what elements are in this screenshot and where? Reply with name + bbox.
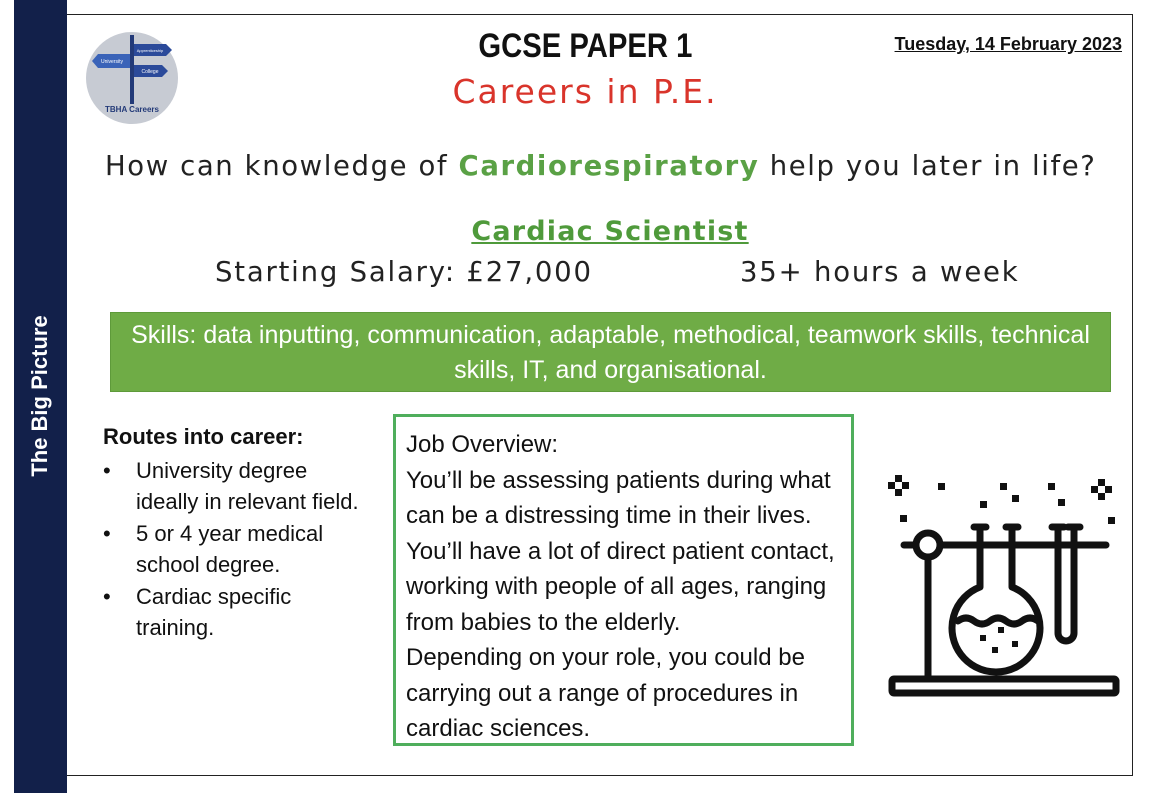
question-highlight: Cardiorespiratory bbox=[458, 150, 760, 182]
skills-line-2: skills, IT, and organisational. bbox=[454, 356, 767, 384]
route-line: • Cardiac specific bbox=[136, 584, 292, 609]
signpost-icon bbox=[86, 32, 178, 124]
job-overview-line: working with people of all ages, ranging bbox=[406, 573, 827, 600]
question-text-after: help you later in life? bbox=[759, 150, 1097, 182]
skills-banner bbox=[110, 312, 1111, 392]
side-bar-label: The Big Picture bbox=[27, 315, 52, 477]
logo-sign-college: College bbox=[141, 69, 159, 75]
logo-sign-university: University bbox=[101, 59, 123, 65]
routes-list bbox=[103, 455, 383, 644]
list-item bbox=[103, 455, 383, 517]
question-text-before: How can knowledge of bbox=[105, 150, 459, 182]
date-label: Tuesday, 14 February 2023 bbox=[894, 34, 1122, 54]
question-heading bbox=[105, 150, 1097, 182]
job-overview-line: carrying out a range of procedures in bbox=[406, 679, 799, 707]
page-title-text: GCSE PAPER 1 bbox=[478, 27, 692, 65]
route-line: • University degree bbox=[136, 458, 308, 483]
working-hours: 35+ hours a week bbox=[740, 256, 1020, 288]
page-title bbox=[380, 27, 790, 66]
logo-sign-apprenticeship: Apprenticeship bbox=[136, 48, 164, 53]
job-overview-box bbox=[393, 414, 854, 746]
list-item bbox=[103, 581, 383, 643]
job-overview-line: from babies to the elderly. bbox=[406, 608, 681, 636]
route-line: • 5 or 4 year medical bbox=[136, 521, 324, 546]
job-overview-line: cardiac sciences. bbox=[406, 715, 591, 742]
job-overview-heading: Job Overview: bbox=[406, 431, 559, 458]
routes-heading: Routes into career: bbox=[103, 424, 304, 449]
starting-salary: Starting Salary: £27,000 bbox=[215, 256, 593, 288]
career-title: Cardiac Scientist bbox=[471, 216, 749, 247]
route-line: ideally in relevant field. bbox=[136, 489, 359, 514]
job-overview-line: You’ll have a lot of direct patient contact, bbox=[406, 537, 835, 565]
job-overview-line: You’ll be assessing patients during what bbox=[406, 466, 831, 494]
logo-caption: TBHA Careers bbox=[105, 105, 159, 114]
lab-flask-icon bbox=[880, 465, 1130, 710]
route-line: school degree. bbox=[136, 552, 281, 577]
skills-line-1: Skills: data inputting, communication, adaptable, methodical, teamwork skills, technical bbox=[131, 321, 1090, 349]
page-subtitle: Careers in P.E. bbox=[452, 72, 718, 111]
list-item bbox=[103, 518, 383, 580]
job-overview-line: can be a distressing time in their lives. bbox=[406, 502, 812, 529]
job-overview-line: Depending on your role, you could be bbox=[406, 644, 805, 671]
route-line: training. bbox=[136, 615, 215, 640]
tbha-careers-logo bbox=[86, 32, 178, 124]
